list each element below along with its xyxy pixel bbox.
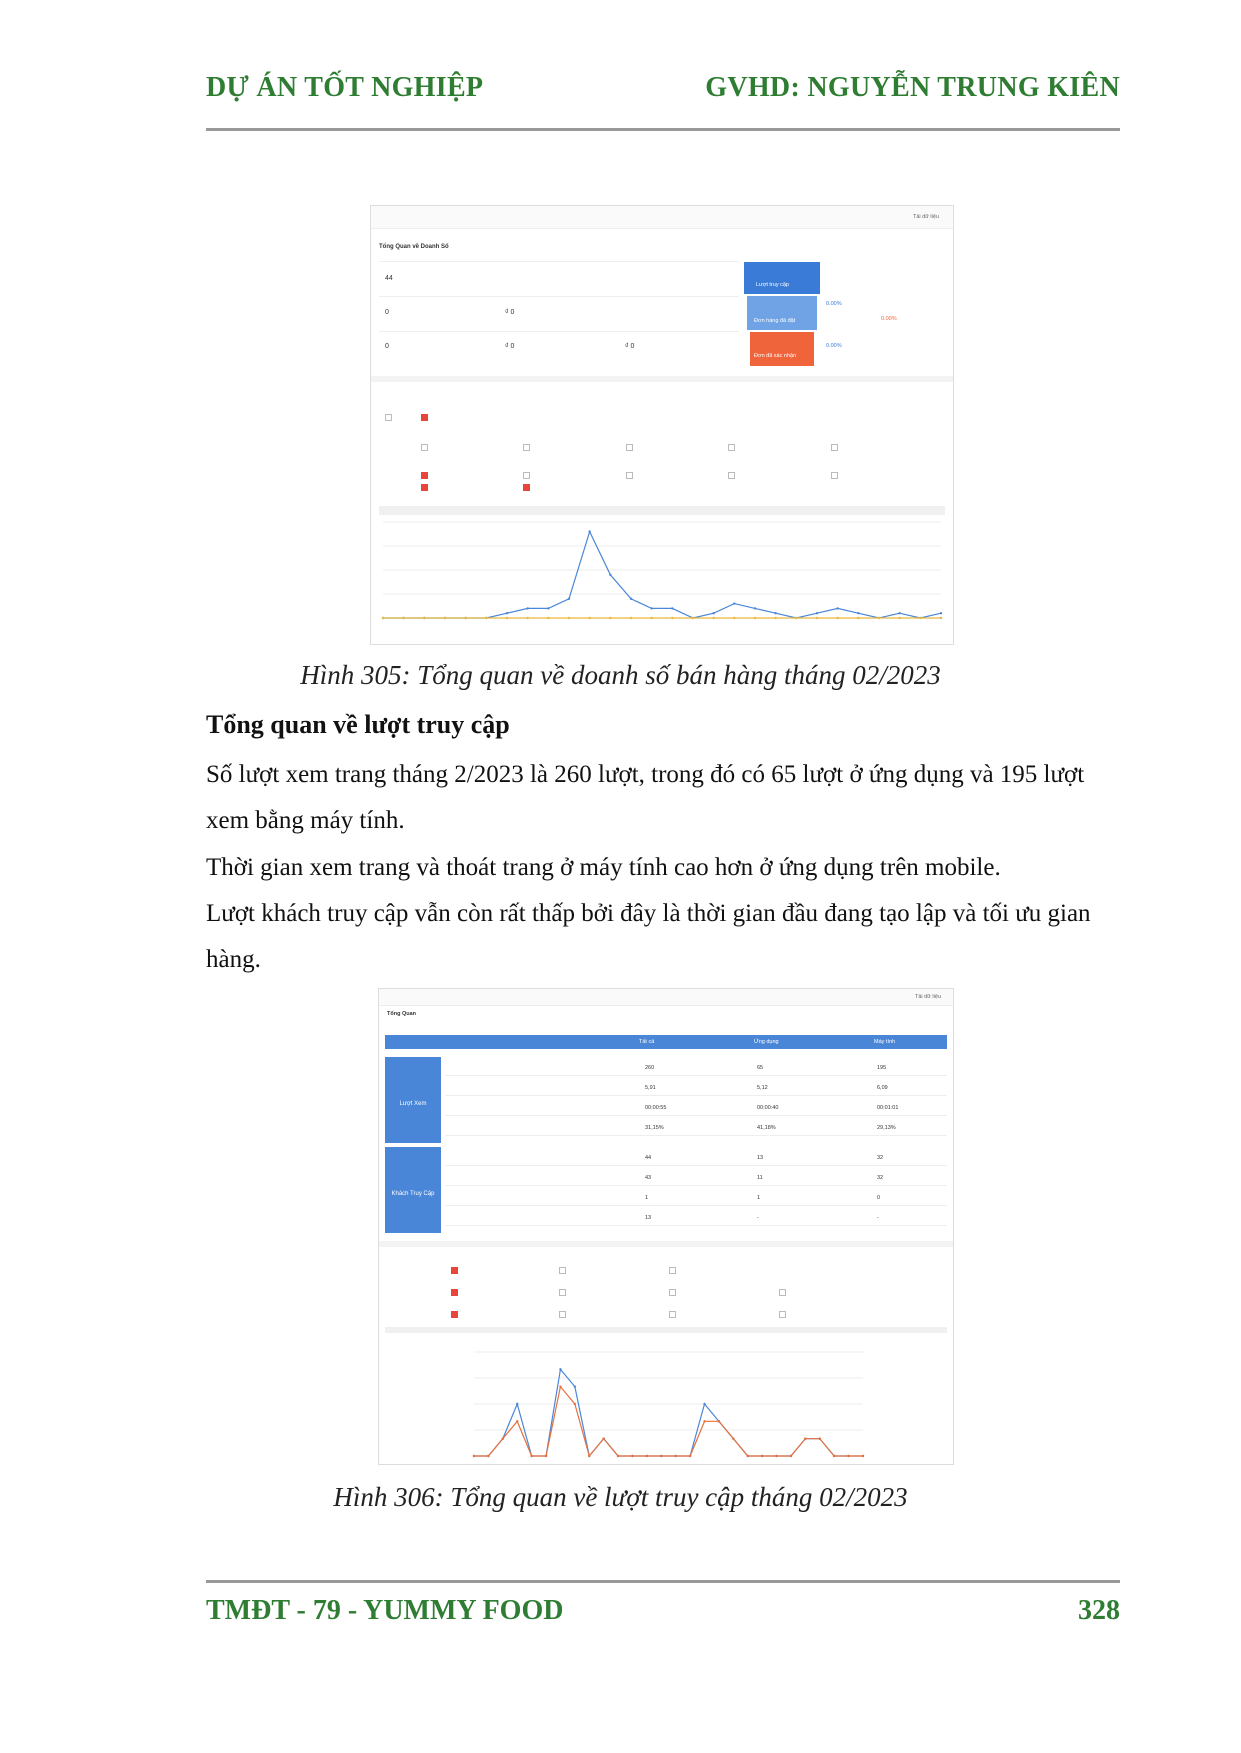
table-header bbox=[385, 1035, 947, 1049]
table-cell: 32 bbox=[877, 1175, 884, 1181]
data-point bbox=[506, 612, 508, 614]
table-cell: 11 bbox=[757, 1175, 763, 1181]
panel-title: Tổng Quan về Doanh Số bbox=[379, 244, 449, 250]
table-cell: 44 bbox=[645, 1155, 652, 1161]
header-rule bbox=[206, 128, 1120, 131]
checkbox[interactable] bbox=[421, 414, 428, 421]
checkbox[interactable] bbox=[421, 472, 428, 479]
col-pc: Máy tính bbox=[874, 1039, 896, 1045]
table-cell: - bbox=[757, 1215, 759, 1221]
data-point bbox=[732, 1437, 734, 1439]
data-point bbox=[547, 617, 549, 619]
checkbox[interactable] bbox=[669, 1311, 676, 1318]
group-views: Lượt Xem bbox=[385, 1057, 441, 1143]
data-point bbox=[609, 574, 611, 576]
data-point bbox=[671, 607, 673, 609]
funnel-rate-3: 0.00% bbox=[826, 343, 842, 349]
data-point bbox=[898, 617, 900, 619]
data-point bbox=[692, 617, 694, 619]
page-number: 328 bbox=[1078, 1595, 1120, 1626]
table-row bbox=[445, 1225, 947, 1226]
data-point bbox=[718, 1420, 720, 1422]
data-point bbox=[423, 617, 425, 619]
table-cell: 00:00:55 bbox=[645, 1105, 667, 1111]
data-point bbox=[516, 1403, 518, 1405]
data-point bbox=[836, 607, 838, 609]
data-point bbox=[857, 617, 859, 619]
table-cell: 13 bbox=[645, 1215, 652, 1221]
col-app: Ứng dụng bbox=[754, 1039, 779, 1045]
table-cell: 195 bbox=[877, 1065, 887, 1071]
data-point bbox=[502, 1437, 504, 1439]
radio-app[interactable] bbox=[559, 1267, 566, 1274]
footer-left: TMĐT - 79 - YUMMY FOOD bbox=[206, 1595, 564, 1626]
table-row bbox=[445, 1185, 947, 1186]
header-right: GVHD: NGUYỄN TRUNG KIÊN bbox=[705, 72, 1120, 103]
checkbox[interactable] bbox=[559, 1311, 566, 1318]
checkbox[interactable] bbox=[385, 414, 392, 421]
radio-pc[interactable] bbox=[669, 1267, 676, 1274]
funnel-top bbox=[744, 262, 820, 294]
checkbox[interactable] bbox=[728, 444, 735, 451]
table-row bbox=[445, 1075, 947, 1076]
traffic-line-chart bbox=[379, 1334, 953, 1464]
sales-line-chart bbox=[371, 516, 953, 644]
data-point bbox=[574, 1403, 576, 1405]
series-line bbox=[474, 1387, 863, 1456]
data-point bbox=[898, 612, 900, 614]
data-point bbox=[485, 617, 487, 619]
metric-sales: ₫ 0 bbox=[505, 309, 515, 316]
data-point bbox=[382, 617, 384, 619]
data-point bbox=[795, 617, 797, 619]
panel-title: Tổng Quan bbox=[387, 1011, 417, 1017]
toolbar bbox=[379, 989, 953, 1006]
data-point bbox=[559, 1368, 561, 1370]
data-point bbox=[774, 617, 776, 619]
paragraph-3: Lượt khách truy cập vẫn còn rất thấp bởi đây là thời gian đầu đang tạo lập và tối ưu gian hàng. bbox=[206, 900, 1091, 973]
data-point bbox=[444, 617, 446, 619]
funnel-rate-1: 0.00% bbox=[826, 301, 842, 307]
footer-rule bbox=[206, 1580, 1120, 1583]
header-left: DỰ ÁN TỐT NGHIỆP bbox=[206, 72, 484, 103]
data-point bbox=[847, 1455, 849, 1457]
data-point bbox=[671, 617, 673, 619]
data-point bbox=[919, 617, 921, 619]
data-point bbox=[574, 1385, 576, 1387]
data-point bbox=[833, 1455, 835, 1457]
group-visitors: Khách Truy Cập bbox=[385, 1147, 441, 1233]
data-point bbox=[754, 617, 756, 619]
paragraph-1: Số lượt xem trang tháng 2/2023 là 260 lượt, trong đó có 65 lượt ở ứng dụng và 195 lượt xem bằng máy tính. bbox=[206, 761, 1085, 834]
table-cell: 41,18% bbox=[757, 1125, 776, 1131]
funnel-mid-label: Đơn hàng đã đặt bbox=[754, 318, 796, 324]
data-point bbox=[559, 1385, 561, 1387]
data-point bbox=[660, 1455, 662, 1457]
funnel-bottom bbox=[750, 332, 814, 366]
checkbox[interactable] bbox=[451, 1289, 458, 1296]
page-header bbox=[206, 72, 1120, 112]
data-point bbox=[689, 1455, 691, 1457]
data-point bbox=[761, 1455, 763, 1457]
data-point bbox=[526, 607, 528, 609]
sales-overview-screenshot bbox=[370, 205, 954, 645]
table-cell: 5,91 bbox=[645, 1085, 656, 1091]
data-point bbox=[754, 607, 756, 609]
funnel-top-label: Lượt truy cập bbox=[756, 282, 789, 288]
data-point bbox=[703, 1403, 705, 1405]
checkbox[interactable] bbox=[779, 1289, 786, 1296]
export-button[interactable]: Tải dữ liệu bbox=[915, 994, 941, 1000]
col-all: Tất cả bbox=[639, 1039, 655, 1045]
checkbox[interactable] bbox=[451, 1311, 458, 1318]
data-point bbox=[547, 607, 549, 609]
metric-views: 44 bbox=[385, 275, 393, 282]
checkbox[interactable] bbox=[523, 444, 530, 451]
table-cell: 5,12 bbox=[757, 1085, 768, 1091]
metric-orders: 0 bbox=[385, 343, 389, 350]
data-point bbox=[646, 1455, 648, 1457]
funnel-mid bbox=[747, 296, 817, 330]
table-row bbox=[445, 1095, 947, 1096]
data-point bbox=[862, 1455, 864, 1457]
data-point bbox=[712, 617, 714, 619]
data-point bbox=[675, 1455, 677, 1457]
export-button[interactable]: Tải dữ liệu bbox=[913, 214, 939, 220]
data-point bbox=[747, 1455, 749, 1457]
toolbar bbox=[371, 206, 953, 229]
table-cell: 00:01:01 bbox=[877, 1105, 899, 1111]
figure1-caption: Hình 305: Tổng quan về doanh số bán hàng tháng 02/2023 bbox=[300, 660, 941, 690]
metric-per-buyer: ₫ 0 bbox=[625, 343, 635, 350]
data-point bbox=[516, 1420, 518, 1422]
metric-revenue: ₫ 0 bbox=[505, 343, 515, 350]
checkbox[interactable] bbox=[728, 472, 735, 479]
data-point bbox=[816, 617, 818, 619]
data-point bbox=[816, 612, 818, 614]
data-point bbox=[774, 612, 776, 614]
checkbox[interactable] bbox=[559, 1289, 566, 1296]
traffic-overview-screenshot bbox=[378, 988, 954, 1465]
data-point bbox=[790, 1455, 792, 1457]
data-point bbox=[526, 617, 528, 619]
table-cell: - bbox=[877, 1215, 879, 1221]
data-point bbox=[568, 598, 570, 600]
table-cell: 260 bbox=[645, 1065, 655, 1071]
table-cell: 1 bbox=[645, 1195, 649, 1201]
data-point bbox=[650, 607, 652, 609]
table-cell: 0 bbox=[877, 1195, 881, 1201]
funnel-bottom-label: Đơn đã xác nhận bbox=[754, 353, 797, 359]
series-line bbox=[474, 1369, 863, 1456]
data-point bbox=[609, 617, 611, 619]
data-point bbox=[836, 617, 838, 619]
data-point bbox=[530, 1455, 532, 1457]
data-point bbox=[733, 617, 735, 619]
data-point bbox=[631, 1455, 633, 1457]
checkbox[interactable] bbox=[779, 1311, 786, 1318]
checkbox[interactable] bbox=[831, 472, 838, 479]
figure2-caption: Hình 306: Tổng quan về lượt truy cập tháng 02/2023 bbox=[333, 1482, 908, 1512]
data-point bbox=[588, 617, 590, 619]
table-cell: 6,09 bbox=[877, 1085, 888, 1091]
radio-all[interactable] bbox=[451, 1267, 458, 1274]
data-point bbox=[473, 1455, 475, 1457]
checkbox[interactable] bbox=[523, 472, 530, 479]
metric-buyers: 0 bbox=[385, 309, 389, 316]
data-point bbox=[878, 617, 880, 619]
table-cell: 32 bbox=[877, 1155, 884, 1161]
data-point bbox=[733, 602, 735, 604]
data-point bbox=[545, 1455, 547, 1457]
table-cell: 13 bbox=[757, 1155, 764, 1161]
checkbox[interactable] bbox=[669, 1289, 676, 1296]
data-point bbox=[940, 612, 942, 614]
data-point bbox=[402, 617, 404, 619]
paragraph-2: Thời gian xem trang và thoát trang ở máy tính cao hơn ở ứng dụng trên mobile. bbox=[206, 854, 1001, 881]
data-point bbox=[940, 617, 942, 619]
data-point bbox=[487, 1455, 489, 1457]
checkbox[interactable] bbox=[523, 484, 530, 491]
data-point bbox=[703, 1420, 705, 1422]
funnel-rate-2: 0.00% bbox=[881, 316, 897, 322]
checkbox[interactable] bbox=[831, 444, 838, 451]
table-row bbox=[445, 1135, 947, 1136]
series-line bbox=[383, 532, 941, 618]
data-point bbox=[650, 617, 652, 619]
table-row bbox=[445, 1115, 947, 1116]
data-point bbox=[857, 612, 859, 614]
table-cell: 00:00:40 bbox=[757, 1105, 779, 1111]
table-cell: 65 bbox=[757, 1065, 764, 1071]
data-point bbox=[819, 1437, 821, 1439]
table-row bbox=[445, 1205, 947, 1206]
data-point bbox=[568, 617, 570, 619]
data-point bbox=[804, 1437, 806, 1439]
data-point bbox=[506, 617, 508, 619]
checkbox[interactable] bbox=[626, 472, 633, 479]
data-point bbox=[712, 612, 714, 614]
table-cell: 43 bbox=[645, 1175, 652, 1181]
data-point bbox=[588, 530, 590, 532]
data-point bbox=[630, 598, 632, 600]
table-row bbox=[445, 1165, 947, 1166]
data-point bbox=[775, 1455, 777, 1457]
table-cell: 29,13% bbox=[877, 1125, 896, 1131]
data-point bbox=[588, 1455, 590, 1457]
table-cell: 31,15% bbox=[645, 1125, 664, 1131]
table-cell: 1 bbox=[757, 1195, 761, 1201]
checkbox[interactable] bbox=[421, 444, 428, 451]
checkbox[interactable] bbox=[421, 484, 428, 491]
data-point bbox=[617, 1455, 619, 1457]
data-point bbox=[602, 1437, 604, 1439]
section-title: Tổng quan về lượt truy cập bbox=[206, 710, 510, 739]
data-point bbox=[630, 617, 632, 619]
data-point bbox=[464, 617, 466, 619]
checkbox[interactable] bbox=[626, 444, 633, 451]
